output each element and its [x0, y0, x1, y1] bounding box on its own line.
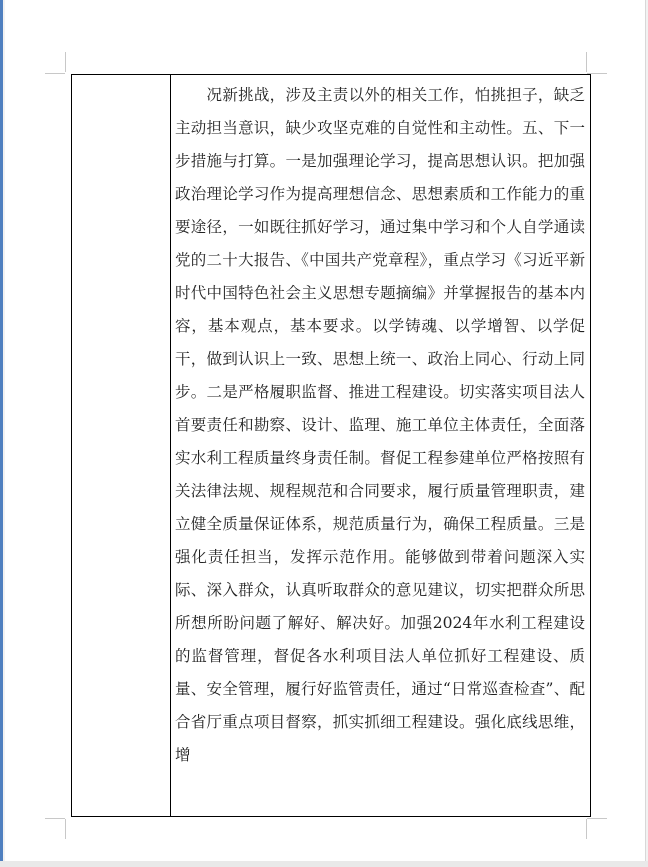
- content-table: [71, 74, 591, 817]
- table-content-cell[interactable]: [171, 75, 590, 816]
- window-left-edge: [0, 0, 3, 867]
- crop-mark-bottom-left-h: [45, 818, 65, 819]
- crop-mark-top-left-h: [45, 73, 65, 74]
- crop-mark-bottom-right-h: [587, 818, 607, 819]
- crop-mark-bottom-right-v: [586, 819, 587, 839]
- crop-mark-bottom-left-v: [65, 819, 66, 839]
- table-label-cell[interactable]: [72, 75, 171, 816]
- document-page: [5, 0, 646, 867]
- page-bottom-gap: [0, 861, 648, 867]
- crop-mark-top-left-v: [65, 52, 66, 72]
- crop-mark-top-right-v: [586, 52, 587, 72]
- body-paragraph[interactable]: 况新挑战，涉及主责以外的相关工作，怕挑担子，缺乏主动担当意识，缺少攻坚克难的自觉性和主动性。五、下一步措施与打算。一是加强理论学习，提高思想认识。把加强政治理论学习作为提高理想信念、思想素质和工作能力的重要途径，一如既往抓好学习，通过集中学习和个人自学通读党的二十大报告、《中国共产党章程》，重点学习《习近平新时代中国特色社会主义思想专题摘编》并掌握报告的基本内容，基本观点，基本要求。以学铸魂、以学增智、以学促干，做到认识上一致、思想上统一、政治上同心、行动上同步。二是严格履职监督、推进工程建设。切实落实项目法人首要责任和勘察、设计、监理、施工单位主体责任，全面落实水利工程质量终身责任制。督促工程参建单位严格按照有关法律法规、规程规范和合同要求，履行质量管理职责，建立健全质量保证体系，规范质量行为，确保工程质量。三是强化责任担当，发挥示范作用。能够做到带着问题深入实际、深入群众，认真听取群众的意见建议，切实把群众所思所想所盼问题了解好、解决好。加强2024年水利工程建设的监督管理，督促各水利项目法人单位抓好工程建设、质量、安全管理，履行好监管责任，通过“日常巡查检查”、配合省厅重点项目督察，抓实抓细工程建设。强化底线思维，增: [175, 86, 585, 764]
